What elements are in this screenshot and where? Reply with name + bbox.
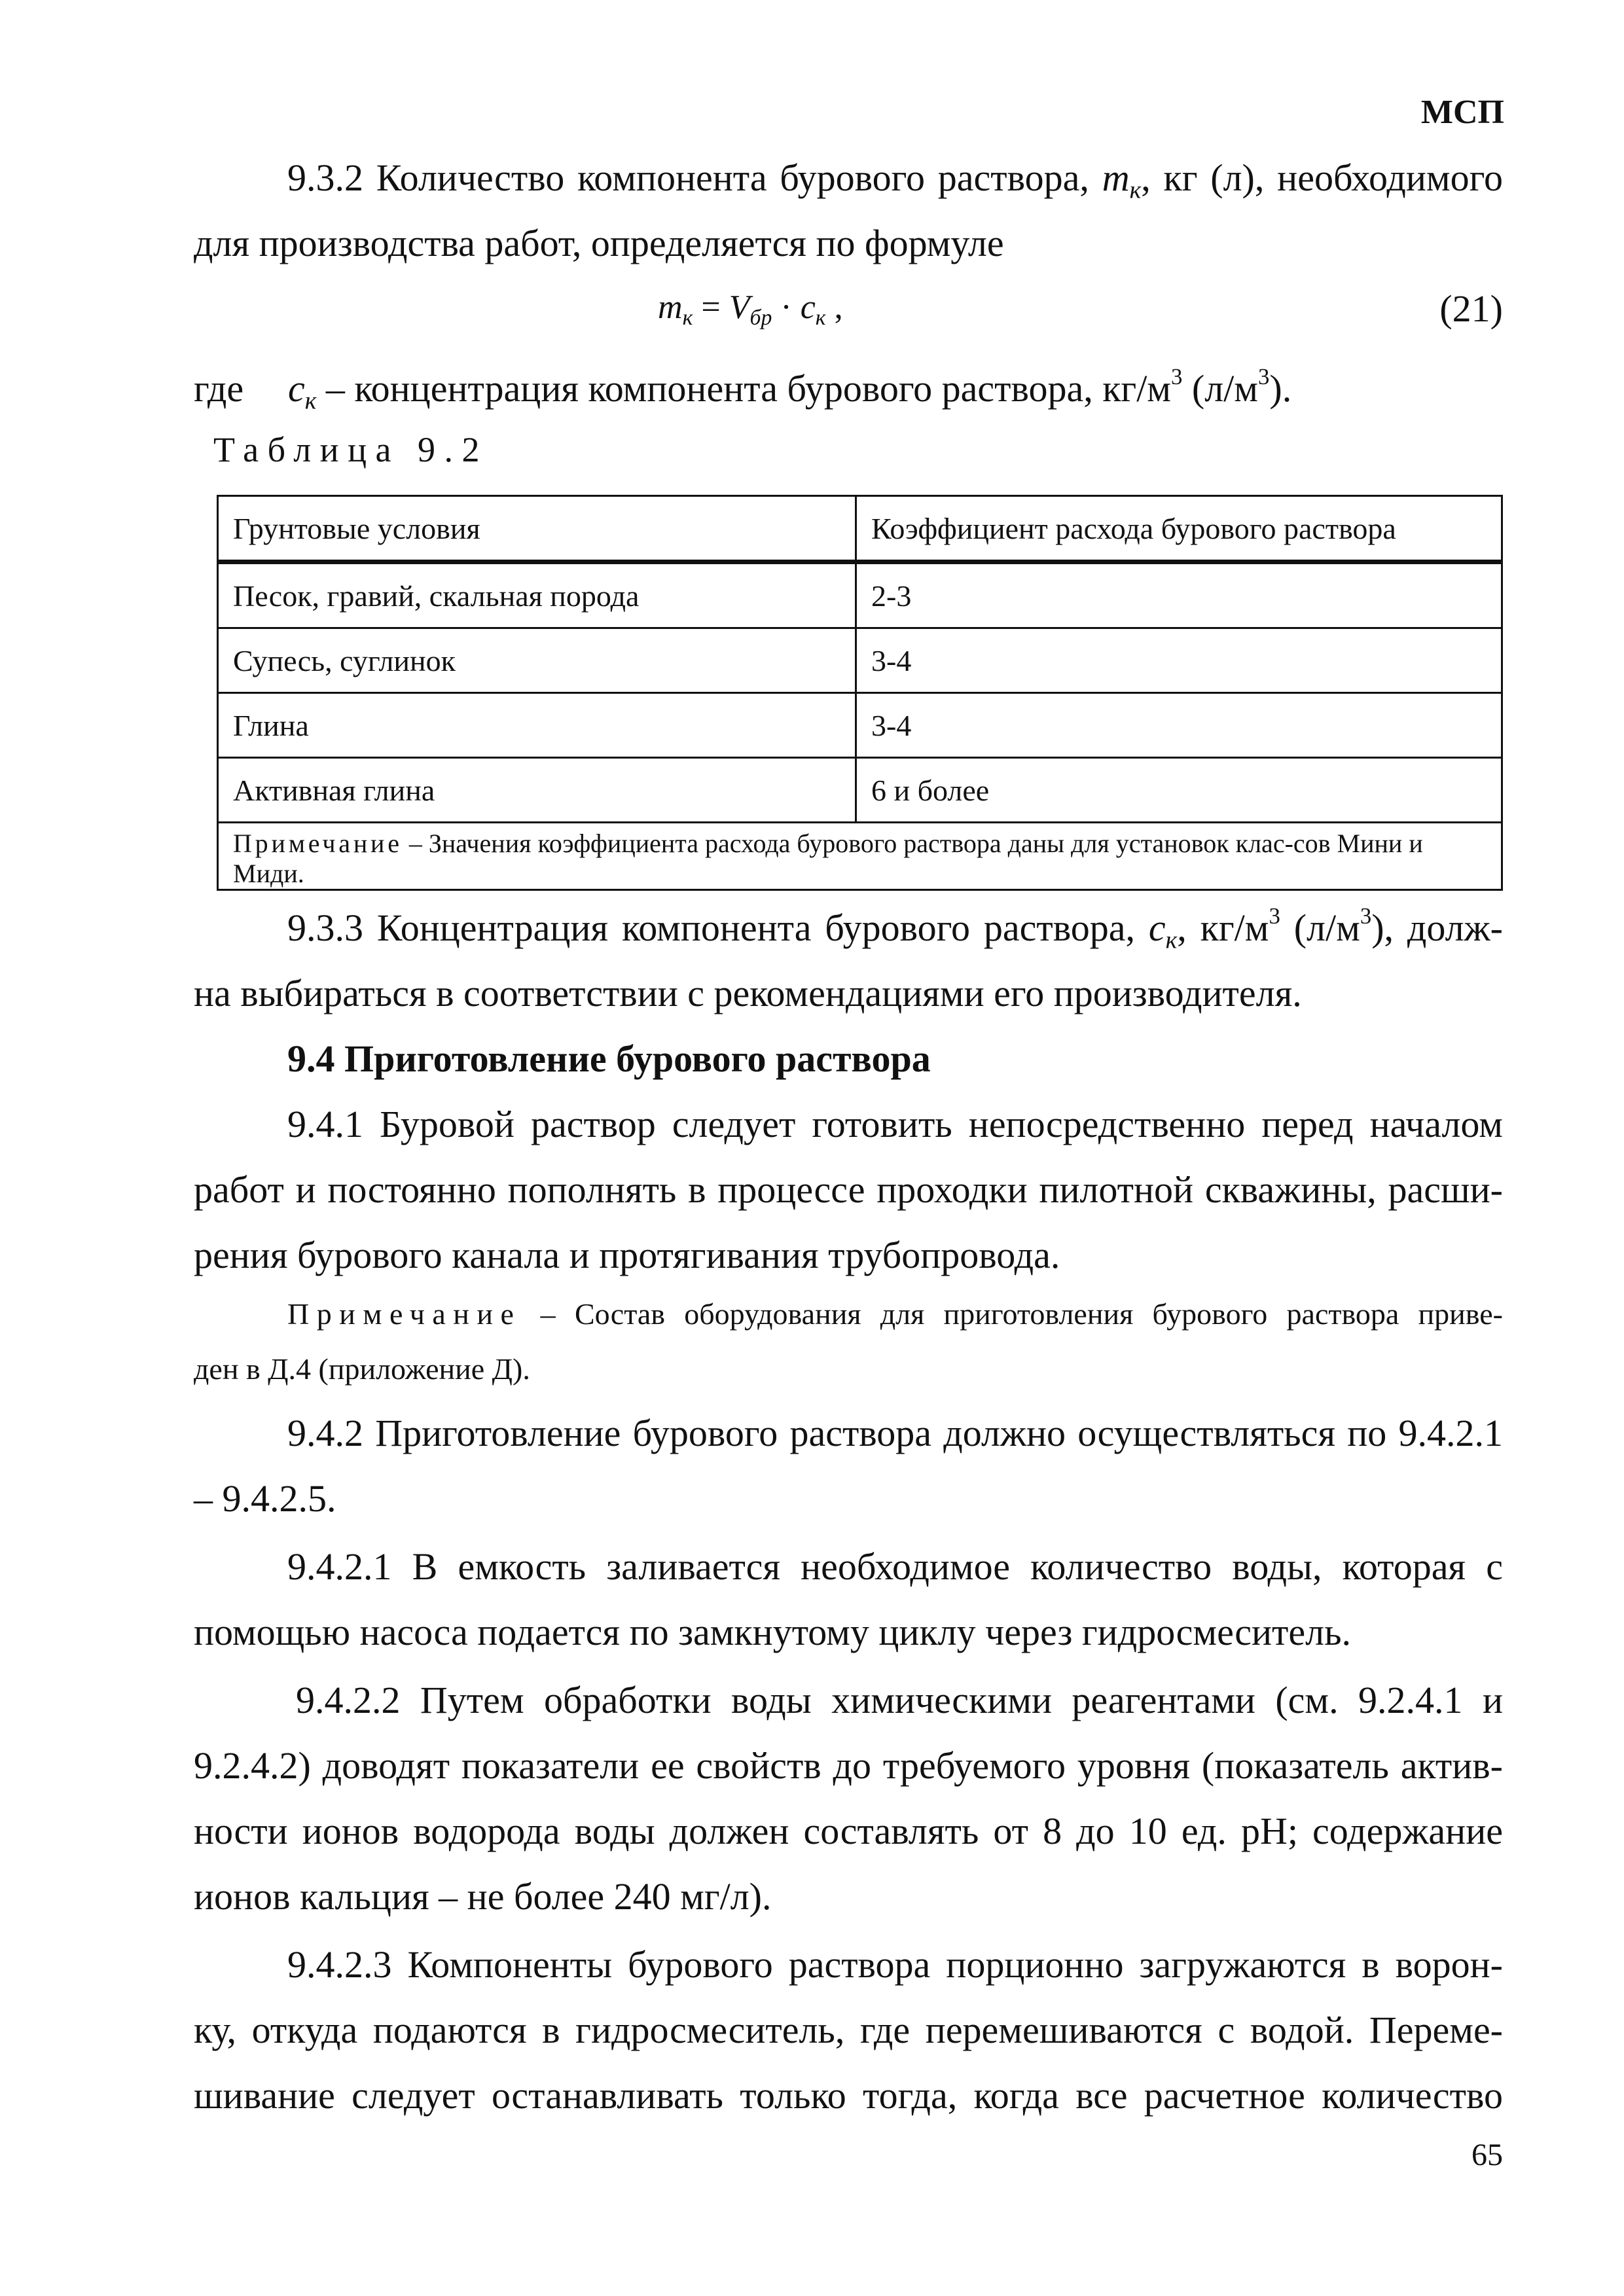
table-row [218,758,1502,823]
paragraph-9422-line1: 9.4.2.2 Путем обработки воды химическими реагентами (см. 9.2.4.1 и [296,1679,1503,1721]
paragraph-9422-line3: ности ионов водорода воды должен составлять от 8 до 10 ед. рН; содержание [194,1810,1503,1852]
paragraph-941-line1: 9.4.1 Буровой раствор следует готовить непосредственно перед началом [287,1103,1503,1145]
table-note-row [218,823,1502,890]
document-code: МСП [1420,94,1504,131]
table-row [218,693,1502,758]
table-header-cell: Коэффициент расхода бурового раствора [856,496,1502,562]
note-941-line2: ден в Д.4 (приложение Д). [194,1352,530,1386]
where-definition: $c_к$ – концентрация компонента бурового раствора, $кг/м^3$ $(л/м^3)$. [288,363,1292,415]
paragraph-9423-line2: ку, откуда подаются в гидросмеситель, где перемешиваются с водой. Переме- [194,2009,1503,2051]
paragraph-9423-line1: 9.4.2.3 Компоненты бурового раствора порционно загружаются в ворон- [287,1943,1503,1986]
paragraph-9423-line3: шивание следует останавливать только тогда, когда все расчетное количество [194,2074,1503,2117]
section-heading-94: 9.4 Приготовление бурового раствора [287,1037,931,1080]
paragraph-933-line1: 9.3.3 Концентрация компонента бурового раствора, $c_к$, $кг/м^3$ $(л/м^3)$, долж- [287,903,1503,954]
formula-number: (21) [1439,287,1503,330]
paragraph-932-line2: для производства работ, определяется по формуле [194,222,1004,264]
formula-21: $m_к = V_{бр} \cdot c_к$ , [658,289,843,331]
paragraph-932-line1: 9.3.2 Количество компонента бурового раствора, $m_к$, кг (л), необходимого [287,156,1503,204]
coefficient-table [217,495,1503,891]
table-note-text: – Значения коэффициента расхода бурового раствора даны для установок клас-сов Мини и Миди. [233,829,1423,888]
note-941-line1: Примечание – Состав оборудования для приготовления бурового раствора приве- [287,1297,1503,1331]
table-header-cell: Грунтовые условия [218,496,856,562]
table-cell: Супесь, суглинок [218,628,856,693]
paragraph-9421-line2: помощью насоса подается по замкнутому циклу через гидросмеситель. [194,1611,1352,1653]
paragraph-942-line2: – 9.4.2.5. [194,1477,336,1520]
table-note [218,823,1502,890]
table-cell: Глина [218,693,856,758]
table-header-row [218,496,1502,562]
table-cell: 2-3 [856,562,1502,628]
table-cell: Активная глина [218,758,856,823]
table-cell: 3-4 [856,628,1502,693]
where-label: где [194,367,244,410]
paragraph-941-line2: работ и постоянно пополнять в процессе проходки пилотной скважины, расши- [194,1168,1503,1211]
table-note-label: Примечание [233,829,403,858]
note-941-label: Примечание [287,1297,522,1331]
table-row [218,628,1502,693]
table-cell: 3-4 [856,693,1502,758]
paragraph-9422-line2: 9.2.4.2) доводят показатели ее свойств до требуемого уровня (показатель актив- [194,1744,1503,1787]
paragraph-9421-line1: 9.4.2.1 В емкость заливается необходимое количество воды, которая с [287,1545,1503,1588]
paragraph-942-line1: 9.4.2 Приготовление бурового раствора должно осуществляться по 9.4.2.1 [287,1412,1503,1454]
paragraph-9422-line4: ионов кальция – не более 240 мг/л). [194,1875,772,1918]
table-cell: Песок, гравий, скальная порода [218,562,856,628]
paragraph-933-line2: на выбираться в соответствии с рекомендациями его производителя. [194,972,1302,1014]
page-number: 65 [1471,2138,1503,2172]
paragraph-941-line3: рения бурового канала и протягивания трубопровода. [194,1234,1060,1276]
table-cell: 6 и более [856,758,1502,823]
table-row [218,562,1502,628]
table-caption: Таблица 9.2 [213,430,488,469]
